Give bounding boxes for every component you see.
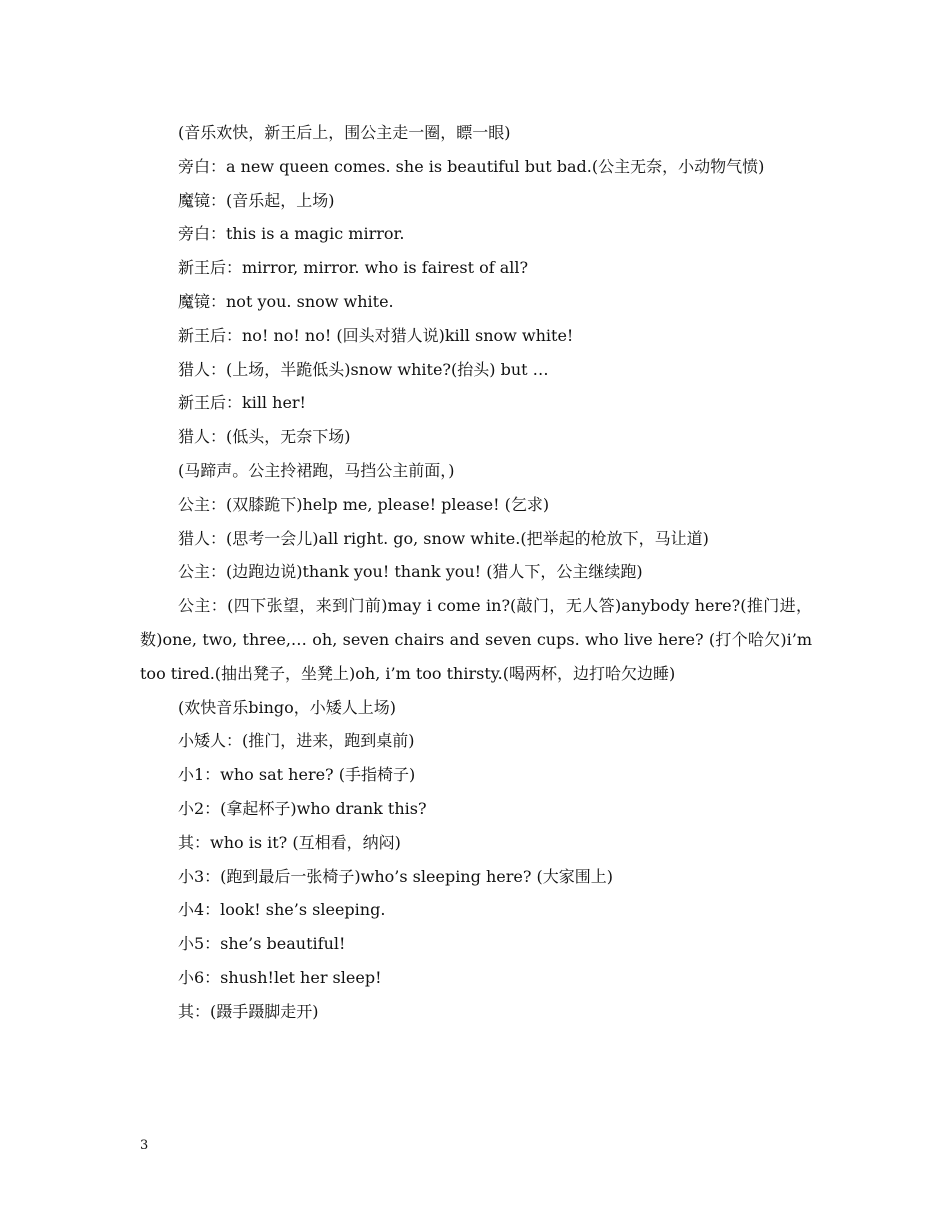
- dwarf-line-paragraph: 小3：(跑到最后一张椅子)who’s sleeping here? (大家围上): [178, 866, 613, 886]
- stage-direction-paragraph: (马蹄声。公主拎裙跑，马挡公主前面，): [178, 460, 455, 480]
- stage-direction-paragraph: (音乐欢快，新王后上，围公主走一圈，瞟一眼): [178, 123, 511, 142]
- others-line-paragraph: 其：(蹑手蹑脚走开): [178, 1001, 319, 1021]
- hunter-line-paragraph: 猎人：(低头，无奈下场): [178, 427, 351, 447]
- dwarf-line-paragraph: 小2：(拿起杯子)who drank this?: [178, 798, 427, 818]
- princess-line-paragraph: 公主：(边跑边说)thank you! thank you! (猎人下，公主继续跑): [178, 562, 643, 582]
- dwarf-line-paragraph: 小4：look! she’s sleeping.: [178, 900, 386, 920]
- dwarfs-line-paragraph: 小矮人：(推门，进来，跑到桌前): [178, 731, 415, 751]
- mirror-line-paragraph: 魔镜：(音乐起，上场): [178, 190, 335, 210]
- dwarf-line-paragraph: 小5：she’s beautiful!: [178, 934, 346, 954]
- others-line-paragraph: 其：who is it? (互相看，纳闷): [178, 832, 401, 852]
- script-text-body: [140, 116, 812, 1029]
- mirror-line-paragraph: 魔镜：not you. snow white.: [178, 291, 394, 311]
- dwarf-line-paragraph: 小1：who sat here? (手指椅子): [178, 765, 416, 785]
- princess-line-paragraph: 公主：(四下张望，来到门前)may i come in?(敲门，无人答)anybody here?(推门进，数)one, two, three,… oh, seven chairs and seven cups. who live here? (打个哈欠)i’m too tired.(抽出凳子，坐凳上)oh, i’m too thirsty.(喝两杯，边打哈欠边睡): [140, 596, 812, 683]
- queen-line-paragraph: 新王后：no! no! no! (回头对猎人说)kill snow white!: [178, 325, 574, 345]
- dwarf-line-paragraph: 小6：shush!let her sleep!: [178, 967, 382, 987]
- stage-direction-paragraph: (欢快音乐bingo，小矮人上场): [178, 697, 397, 717]
- narrator-line-paragraph: 旁白：this is a magic mirror.: [178, 224, 405, 244]
- page-number: 3: [140, 1138, 149, 1153]
- queen-line-paragraph: 新王后：kill her!: [178, 393, 306, 413]
- narrator-line-paragraph: 旁白：a new queen comes. she is beautiful but bad.(公主无奈，小动物气愤): [178, 156, 765, 176]
- hunter-line-paragraph: 猎人：(上场，半跪低头)snow white?(抬头) but …: [178, 359, 549, 379]
- queen-line-paragraph: 新王后：mirror, mirror. who is fairest of all?: [178, 258, 529, 278]
- hunter-line-paragraph: 猎人：(思考一会儿)all right. go, snow white.(把举起的枪放下，马让道): [178, 528, 709, 548]
- princess-line-paragraph: 公主：(双膝跪下)help me, please! please! (乞求): [178, 494, 550, 514]
